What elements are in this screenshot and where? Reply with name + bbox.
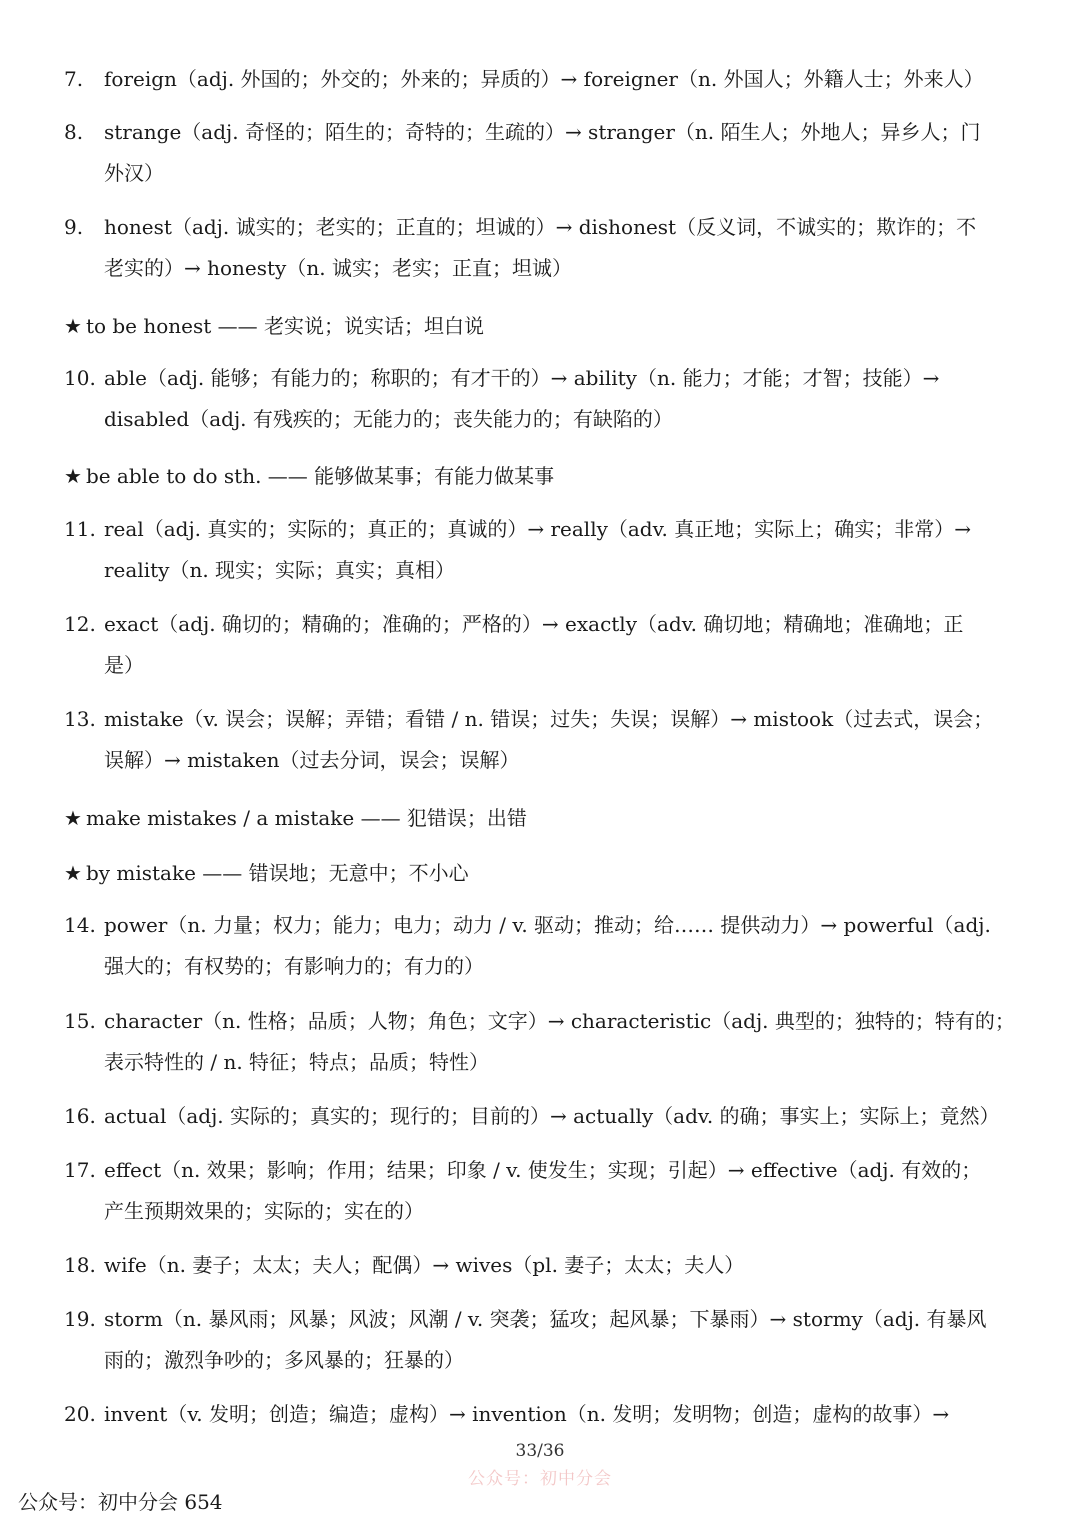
vocab-entry-17 — [64, 1150, 1044, 1232]
entry-line: effect（n. 效果；影响；作用；结果；印象 / v. 使发生；实现；引起）→ effective（adj. 有效的； — [104, 1158, 982, 1182]
star-icon: ★ — [64, 861, 82, 885]
entry-number: 20. — [64, 1402, 96, 1426]
entry-line: strange（adj. 奇怪的；陌生的；奇特的；生疏的）→ stranger（n. 陌生人；外地人；异乡人；门 — [104, 120, 981, 144]
entry-line-continued: 产生预期效果的；实际的；实在的） — [104, 1199, 424, 1223]
entry-line: wife（n. 妻子；太太；夫人；配偶）→ wives（pl. 妻子；太太；夫人） — [104, 1253, 745, 1277]
entry-number: 13. — [64, 707, 96, 731]
entry-line: exact（adj. 确切的；精确的；准确的；严格的）→ exactly（adv. 确切地；精确地；准确地；正 — [104, 612, 964, 636]
star-icon: ★ — [64, 314, 82, 338]
entry-line-continued: 外汉） — [104, 161, 164, 185]
phrase-make-mistakes — [64, 803, 527, 833]
entry-line: storm（n. 暴风雨；风暴；风波；风潮 / v. 突袭；猛攻；起风暴；下暴雨）→ stormy（adj. 有暴风 — [104, 1307, 987, 1331]
entry-line: honest（adj. 诚实的；老实的；正直的；坦诚的）→ dishonest（反义词，不诚实的；欺诈的；不 — [104, 215, 977, 239]
entry-line-continued: 老实的）→ honesty（n. 诚实；老实；正直；坦诚） — [104, 256, 572, 280]
phrase-text: to be honest —— 老实说；说实话；坦白说 — [85, 314, 485, 338]
phrase-be-able-to — [64, 461, 554, 491]
entry-number: 14. — [64, 913, 96, 937]
vocab-entry-7 — [64, 59, 1044, 100]
vocab-entry-16 — [64, 1096, 1044, 1137]
watermark: 公众号：初中分会 — [468, 1469, 612, 1489]
entry-number: 11. — [64, 517, 96, 541]
entry-number: 15. — [64, 1009, 96, 1033]
phrase-text: make mistakes / a mistake —— 犯错误；出错 — [85, 806, 527, 830]
vocab-entry-14 — [64, 905, 1044, 987]
entry-number: 7. — [64, 67, 84, 91]
footer-account-label: 公众号：初中分会 654 — [18, 1490, 223, 1514]
entry-number: 9. — [64, 215, 84, 239]
vocab-entry-18 — [64, 1245, 1044, 1286]
vocab-entry-9 — [64, 207, 1044, 289]
entry-number: 8. — [64, 120, 84, 144]
star-icon: ★ — [64, 806, 82, 830]
entry-number: 12. — [64, 612, 96, 636]
entry-line-continued: 误解）→ mistaken（过去分词，误会；误解） — [104, 748, 520, 772]
phrase-by-mistake — [64, 858, 469, 888]
page-number: 33/36 — [515, 1441, 565, 1461]
vocab-entry-20 — [64, 1394, 1044, 1435]
entry-line: able（adj. 能够；有能力的；称职的；有才干的）→ ability（n. 能力；才能；才智；技能）→ — [104, 366, 940, 390]
phrase-to-be-honest — [64, 311, 484, 341]
entry-line: actual（adj. 实际的；真实的；现行的；目前的）→ actually（adv. 的确；事实上；实际上；竟然） — [104, 1104, 1000, 1128]
vocab-entry-12 — [64, 604, 1044, 686]
entry-line-continued: reality（n. 现实；实际；真实；真相） — [104, 558, 456, 582]
star-icon: ★ — [64, 464, 82, 488]
entry-number: 19. — [64, 1307, 96, 1331]
entry-line-continued: 是） — [104, 653, 144, 677]
entry-number: 17. — [64, 1158, 96, 1182]
vocab-entry-15 — [64, 1001, 1044, 1083]
vocab-entry-11 — [64, 509, 1044, 591]
vocab-entry-19 — [64, 1299, 1044, 1381]
entry-number: 18. — [64, 1253, 96, 1277]
vocab-entry-10 — [64, 358, 1044, 440]
entry-line: real（adj. 真实的；实际的；真正的；真诚的）→ really（adv. 真正地；实际上；确实；非常）→ — [104, 517, 972, 541]
phrase-text: by mistake —— 错误地；无意中；不小心 — [85, 861, 469, 885]
entry-line-continued: disabled（adj. 有残疾的；无能力的；丧失能力的；有缺陷的） — [104, 407, 673, 431]
entry-line: invent（v. 发明；创造；编造；虚构）→ invention（n. 发明；发明物；创造；虚构的故事）→ — [104, 1402, 950, 1426]
entry-number: 16. — [64, 1104, 96, 1128]
entry-number: 10. — [64, 366, 96, 390]
entry-line-continued: 强大的；有权势的；有影响力的；有力的） — [104, 954, 484, 978]
entry-line: mistake（v. 误会；误解；弄错；看错 / n. 错误；过失；失误；误解）→ mistook（过去式，误会； — [104, 707, 994, 731]
vocab-entry-13 — [64, 699, 1044, 781]
vocab-entry-8 — [64, 112, 1044, 194]
entry-line-continued: 表示特性的 / n. 特征；特点；品质；特性） — [104, 1050, 490, 1074]
entry-line: foreign（adj. 外国的；外交的；外来的；异质的）→ foreigner（n. 外国人；外籍人士；外来人） — [104, 67, 984, 91]
phrase-text: be able to do sth. —— 能够做某事；有能力做某事 — [85, 464, 555, 488]
entry-line-continued: 雨的；激烈争吵的；多风暴的；狂暴的） — [104, 1348, 464, 1372]
entry-line: character（n. 性格；品质；人物；角色；文字）→ characteristic（adj. 典型的；独特的；特有的； — [104, 1009, 1015, 1033]
entry-line: power（n. 力量；权力；能力；电力；动力 / v. 驱动；推动；给…… 提供动力）→ powerful（adj. — [104, 913, 991, 937]
